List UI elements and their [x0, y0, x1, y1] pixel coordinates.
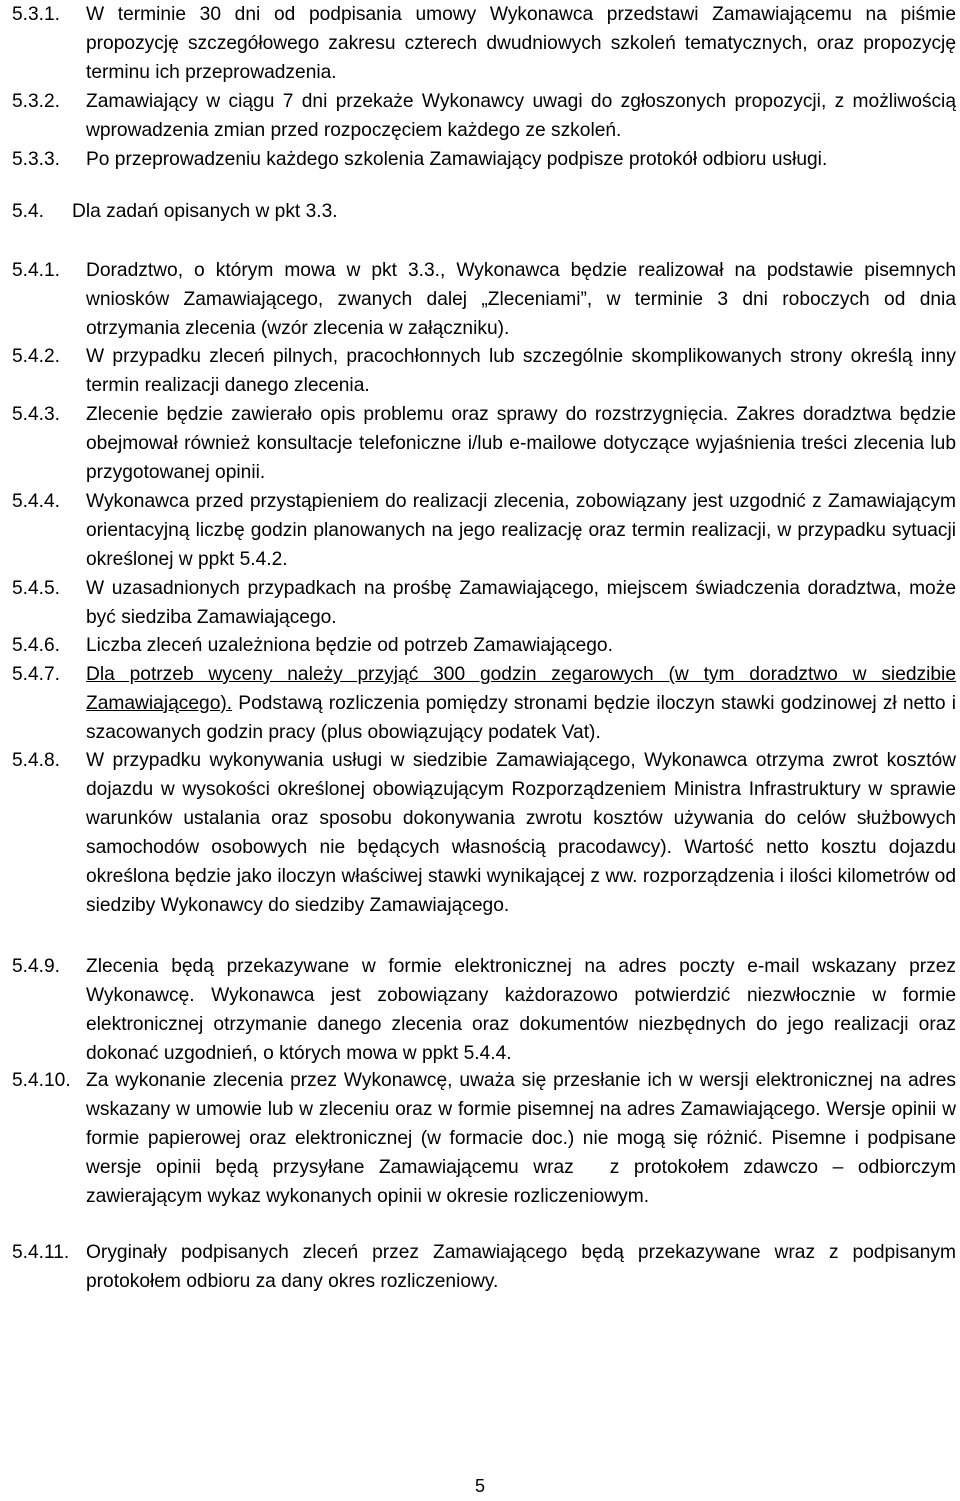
paragraph-5-4-1	[12, 256, 956, 343]
paragraph-text: Oryginały podpisanych zleceń przez Zamawiającego będą przekazywane wraz z podpisanym protokołem odbioru za dany okres rozliczeniowy.	[86, 1242, 956, 1292]
paragraph-text-container	[86, 1066, 956, 1211]
paragraph-text: Zlecenie będzie zawierało opis problemu oraz sprawy do rozstrzygnięcia. Zakres doradztwa będzie obejmował również konsultacje telefoniczne i/lub e-mailowe dotyczące wyjaśnienia treści zlecenia lub przygotowanej opinii.	[86, 404, 956, 483]
section-title: Dla zadań opisanych w pkt 3.3.	[72, 201, 338, 222]
paragraph-text: Wykonawca przed przystąpieniem do realizacji zlecenia, zobowiązany jest uzgodnić z Zamawiającym orientacyjną liczbę godzin planowanych na jego realizację oraz termin realizacji, w przypadku sytuacji określonej w ppkt 5.4.2.	[86, 491, 956, 570]
paragraph-number: 5.4.4.	[12, 491, 61, 512]
paragraph-text: W przypadku wykonywania usługi w siedzibie Zamawiającego, Wykonawca otrzyma zwrot kosztów dojazdu w wysokości określonej obowiązującym Rozporządzeniem Ministra Infrastruktury w sprawie warunków ustalania oraz sposobu dokonywania zwrotu kosztów używania do celów służbowych samochodów osobowych nie będących własnością pracodawcy). Wartość netto kosztu dojazdu określona będzie jako iloczyn właściwej stawki wynikającej z ww. rozporządzenia i ilości kilometrów od siedziby Wykonawcy do siedziby Zamawiającego.	[86, 750, 956, 916]
paragraph-number: 5.4.5.	[12, 578, 61, 599]
paragraph-number: 5.4.3.	[12, 404, 61, 425]
paragraph-5-4-2	[12, 342, 956, 400]
paragraph-5-3-3	[12, 145, 956, 174]
paragraph-5-4-7	[12, 660, 956, 747]
paragraph-number: 5.4.6.	[12, 635, 61, 656]
paragraph-number: 5.4.10.	[12, 1070, 71, 1091]
paragraph-number: 5.3.1.	[12, 4, 61, 25]
paragraph-5-3-2	[12, 87, 956, 145]
paragraph-text-container	[86, 660, 956, 747]
paragraph-text: W uzasadnionych przypadkach na prośbę Zamawiającego, miejscem świadczenia doradztwa, może być siedziba Zamawiającego.	[86, 578, 956, 628]
paragraph-5-4-3	[12, 400, 956, 487]
paragraph-number: 5.4.8.	[12, 750, 61, 771]
section-5-4	[12, 197, 956, 226]
paragraph-5-4-8	[12, 746, 956, 920]
paragraph-number: 5.3.2.	[12, 91, 61, 112]
underlined-text: Dla potrzeb wyceny należy przyjąć 300 godzin zegarowych (w tym doradztwo w siedzibie Zamawiającego).	[86, 664, 956, 714]
paragraph-5-4-5	[12, 574, 956, 632]
paragraph-text: Liczba zleceń uzależniona będzie od potrzeb Zamawiającego.	[86, 635, 613, 656]
paragraph-number: 5.4.7.	[12, 664, 61, 685]
page-number: 5	[474, 1476, 485, 1496]
paragraph-text: Doradztwo, o którym mowa w pkt 3.3., Wykonawca będzie realizował na podstawie pisemnych wniosków Zamawiającego, zwanych dalej „Zleceniami”, w terminie 3 dni roboczych od dnia otrzymania zlecenia (wzór zlecenia w załączniku).	[86, 260, 956, 339]
paragraph-number: 5.4.11.	[12, 1242, 70, 1263]
paragraph-number: 5.3.3.	[12, 149, 61, 170]
paragraph-5-4-10	[12, 1066, 956, 1211]
paragraph-5-4-9	[12, 952, 956, 1068]
paragraph-text: W przypadku zleceń pilnych, pracochłonnych lub szczególnie skomplikowanych strony określą inny termin realizacji danego zlecenia.	[86, 346, 956, 396]
paragraph-number: 5.4.9.	[12, 956, 61, 977]
paragraph-5-4-4	[12, 487, 956, 574]
paragraph-number: 5.4.2.	[12, 346, 61, 367]
paragraph-text: Podstawą rozliczenia pomiędzy stronami będzie iloczyn stawki godzinowej zł netto i szacowanych godzin pracy (plus obowiązujący podatek Vat).	[86, 693, 956, 743]
section-number: 5.4.	[12, 201, 45, 222]
paragraph-text: Zlecenia będą przekazywane w formie elektronicznej na adres poczty e-mail wskazany przez Wykonawcę. Wykonawca jest zobowiązany każdorazowo potwierdzić niezwłocznie w formie elektronicznej otrzymanie danego zlecenia oraz dokumentów niezbędnych do jego realizacji oraz dokonać uzgodnień, o których mowa w ppkt 5.4.4.	[86, 956, 956, 1064]
paragraph-text: Po przeprowadzeniu każdego szkolenia Zamawiający podpisze protokół odbioru usługi.	[86, 149, 828, 170]
paragraph-text: W terminie 30 dni od podpisania umowy Wykonawca przedstawi Zamawiającemu na piśmie propozycję szczegółowego zakresu czterech dwudniowych szkoleń tematycznych, oraz propozycję terminu ich przeprowadzenia.	[86, 4, 956, 83]
paragraph-5-4-11	[12, 1238, 956, 1296]
paragraph-5-3-1	[12, 0, 956, 87]
paragraph-5-4-6	[12, 631, 956, 660]
paragraph-text-part-a: Za wykonanie zlecenia przez Wykonawcę, uważa się przesłanie ich w wersji elektronicznej na adres wskazany w umowie lub w zleceniu oraz w formie pisemnej na adres Zamawiającego. Wersje opinii w formie papierowej oraz elektronicznej (w formacie doc.) nie mogą się różnić. Pisemne i podpisane wersje opinii będą przysyłane Zamawiającemu wraz	[86, 1070, 956, 1178]
paragraph-text-part-b: z protokołem zdawczo – odbiorczym zawierającym wykaz wykonanych opinii w okresie rozliczeniowym.	[86, 1157, 957, 1207]
paragraph-number: 5.4.1.	[12, 260, 61, 281]
paragraph-text: Zamawiający w ciągu 7 dni przekaże Wykonawcy uwagi do zgłoszonych propozycji, z możliwością wprowadzenia zmian przed rozpoczęciem każdego ze szkoleń.	[86, 91, 956, 141]
